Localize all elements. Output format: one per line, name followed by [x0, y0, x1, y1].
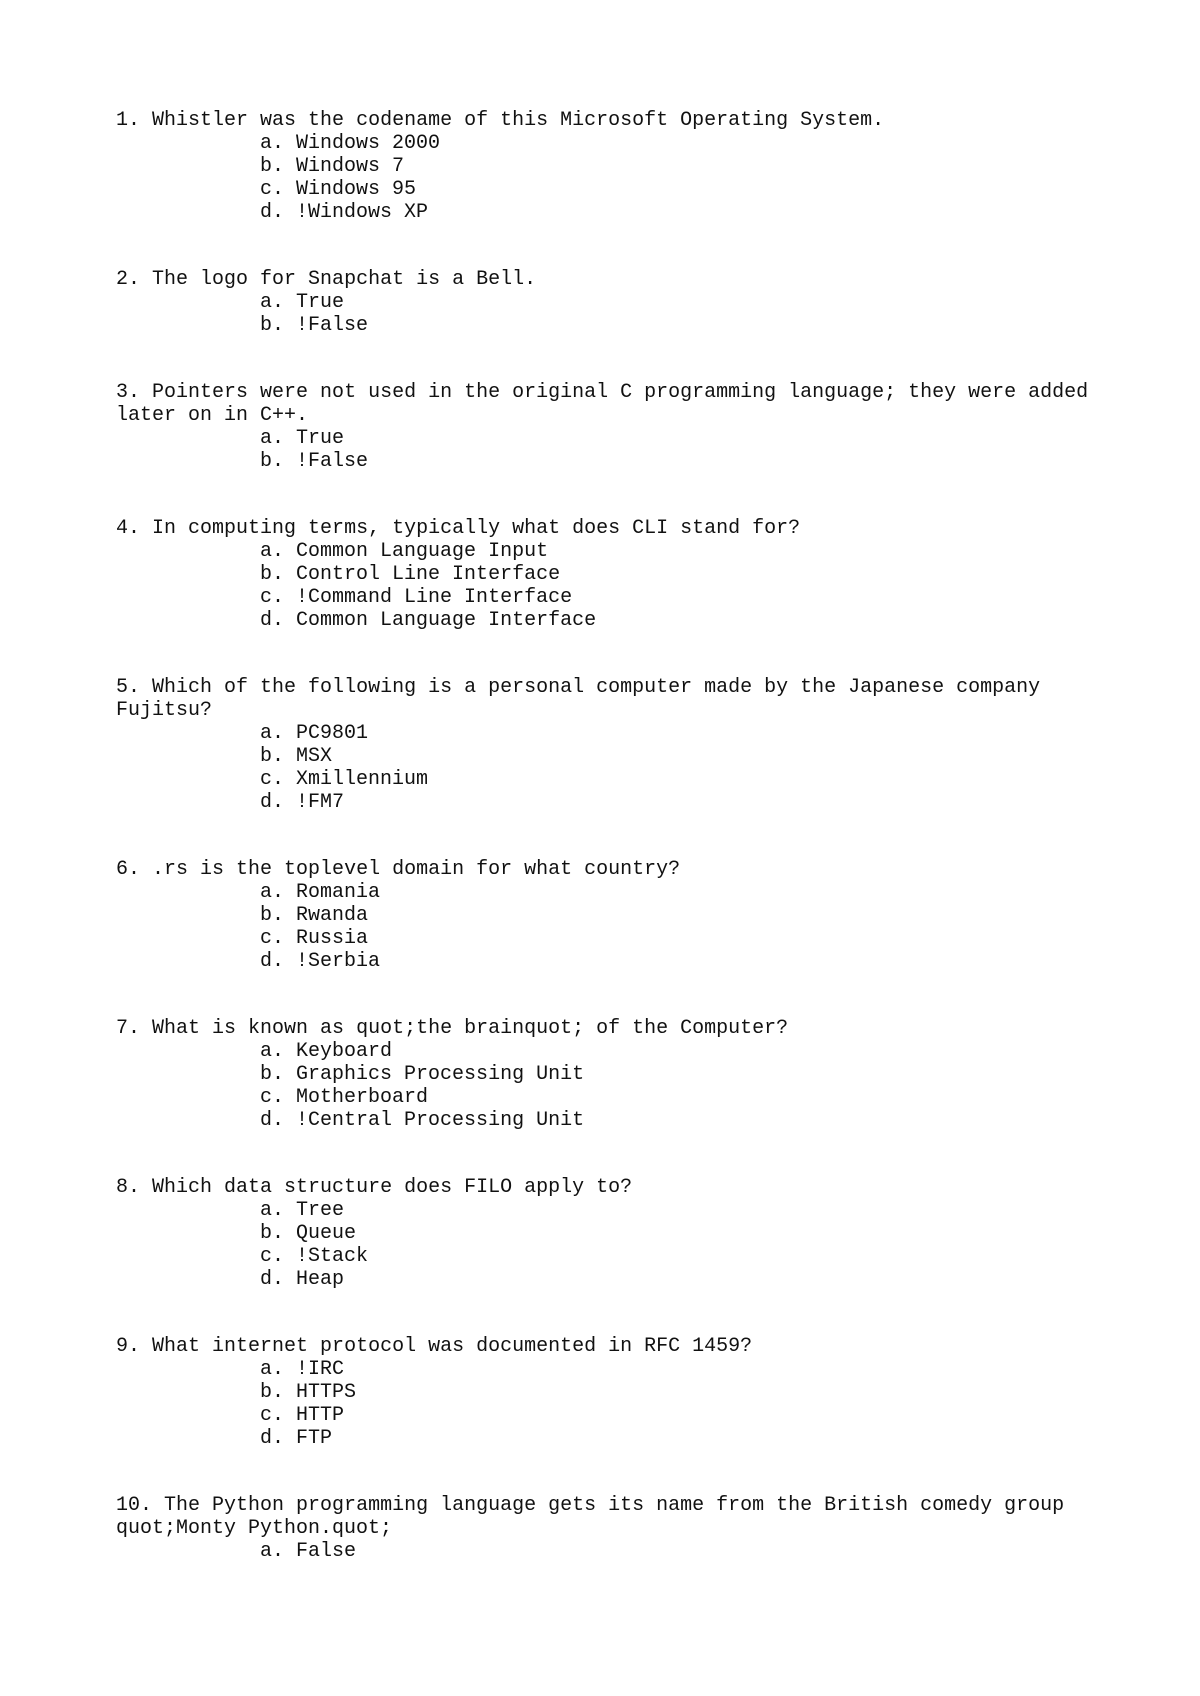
option-letter: a. [260, 1358, 285, 1381]
question-body: What is known as quot;the brainquot; of the Computer? [152, 1017, 789, 1040]
option-letter: d. [260, 609, 285, 632]
question-body: The Python programming language gets its name from the British comedy group quot;Monty Python.quot; [116, 1494, 1077, 1540]
answer-option [260, 178, 1200, 201]
answer-options [116, 1540, 1200, 1563]
question-3 [116, 381, 1200, 473]
option-text: Keyboard [296, 1040, 393, 1063]
question-body: What internet protocol was documented in RFC 1459? [152, 1335, 753, 1358]
option-text: Graphics Processing Unit [296, 1063, 585, 1086]
answer-option [260, 314, 1200, 337]
option-letter: b. [260, 1381, 285, 1404]
question-text [116, 1176, 1106, 1199]
answer-option [260, 1381, 1200, 1404]
answer-option [260, 563, 1200, 586]
option-letter: d. [260, 1427, 285, 1450]
option-letter: a. [260, 1199, 285, 1222]
option-text: Windows 2000 [296, 132, 441, 155]
option-text: !IRC [296, 1358, 345, 1381]
answer-option [260, 1540, 1200, 1563]
answer-option [260, 586, 1200, 609]
option-text: FTP [296, 1427, 333, 1450]
answer-option [260, 745, 1200, 768]
question-4 [116, 517, 1200, 632]
answer-option [260, 1358, 1200, 1381]
question-number: 9. [116, 1335, 141, 1358]
answer-options [116, 291, 1200, 337]
option-text: !Central Processing Unit [296, 1109, 585, 1132]
answer-option [260, 768, 1200, 791]
option-text: !FM7 [296, 791, 345, 814]
option-letter: d. [260, 1268, 285, 1291]
option-text: True [296, 427, 345, 450]
question-body: Whistler was the codename of this Microsoft Operating System. [152, 109, 885, 132]
option-text: Windows 7 [296, 155, 405, 178]
question-text [116, 1335, 1106, 1358]
question-number: 3. [116, 381, 141, 404]
option-text: Romania [296, 881, 381, 904]
option-text: Russia [296, 927, 369, 950]
question-body: Which of the following is a personal computer made by the Japanese company Fujitsu? [116, 676, 1053, 722]
answer-option [260, 791, 1200, 814]
option-text: False [296, 1540, 357, 1563]
answer-options [116, 427, 1200, 473]
option-letter: d. [260, 1109, 285, 1132]
answer-option [260, 904, 1200, 927]
question-number: 5. [116, 676, 141, 699]
answer-option [260, 1040, 1200, 1063]
option-letter: a. [260, 1540, 285, 1563]
option-text: HTTP [296, 1404, 345, 1427]
question-body: In computing terms, typically what does CLI stand for? [152, 517, 801, 540]
answer-option [260, 609, 1200, 632]
option-letter: c. [260, 178, 285, 201]
option-letter: a. [260, 132, 285, 155]
answer-options [116, 1199, 1200, 1291]
option-letter: a. [260, 427, 285, 450]
answer-option [260, 132, 1200, 155]
answer-option [260, 291, 1200, 314]
question-body: .rs is the toplevel domain for what country? [152, 858, 681, 881]
question-text [116, 676, 1106, 722]
option-text: PC9801 [296, 722, 369, 745]
option-letter: a. [260, 722, 285, 745]
option-text: !Stack [296, 1245, 369, 1268]
answer-option [260, 1063, 1200, 1086]
option-text: Queue [296, 1222, 357, 1245]
answer-option [260, 1427, 1200, 1450]
question-5 [116, 676, 1200, 814]
answer-option [260, 950, 1200, 973]
option-text: MSX [296, 745, 333, 768]
option-text: Tree [296, 1199, 345, 1222]
option-letter: c. [260, 927, 285, 950]
answer-option [260, 1268, 1200, 1291]
question-number: 1. [116, 109, 141, 132]
answer-options [116, 132, 1200, 224]
option-letter: c. [260, 768, 285, 791]
question-2 [116, 268, 1200, 337]
question-8 [116, 1176, 1200, 1291]
answer-option [260, 927, 1200, 950]
option-letter: d. [260, 791, 285, 814]
question-number: 7. [116, 1017, 141, 1040]
option-letter: d. [260, 201, 285, 224]
option-text: !Windows XP [296, 201, 429, 224]
option-text: Xmillennium [296, 768, 429, 791]
question-number: 6. [116, 858, 141, 881]
option-letter: b. [260, 450, 285, 473]
option-letter: a. [260, 881, 285, 904]
answer-option [260, 540, 1200, 563]
answer-options [116, 540, 1200, 632]
question-6 [116, 858, 1200, 973]
option-letter: c. [260, 586, 285, 609]
option-text: Windows 95 [296, 178, 417, 201]
option-letter: a. [260, 540, 285, 563]
answer-options [116, 722, 1200, 814]
option-text: Rwanda [296, 904, 369, 927]
option-letter: b. [260, 1063, 285, 1086]
option-letter: c. [260, 1404, 285, 1427]
option-letter: b. [260, 1222, 285, 1245]
question-body: The logo for Snapchat is a Bell. [152, 268, 537, 291]
question-number: 10. [116, 1494, 153, 1517]
option-text: Common Language Input [296, 540, 549, 563]
question-number: 4. [116, 517, 141, 540]
answer-option [260, 427, 1200, 450]
option-letter: c. [260, 1245, 285, 1268]
option-letter: c. [260, 1086, 285, 1109]
answer-option [260, 155, 1200, 178]
question-body: Which data structure does FILO apply to? [152, 1176, 633, 1199]
question-number: 8. [116, 1176, 141, 1199]
answer-option [260, 722, 1200, 745]
answer-option [260, 201, 1200, 224]
option-text: Control Line Interface [296, 563, 561, 586]
option-letter: b. [260, 314, 285, 337]
answer-options [116, 1040, 1200, 1132]
question-1 [116, 109, 1200, 224]
question-text [116, 381, 1106, 427]
answer-option [260, 450, 1200, 473]
question-text [116, 1017, 1106, 1040]
answer-options [116, 881, 1200, 973]
question-10 [116, 1494, 1200, 1563]
option-text: HTTPS [296, 1381, 357, 1404]
question-body: Pointers were not used in the original C programming language; they were added later on in C++. [116, 381, 1101, 427]
option-letter: b. [260, 563, 285, 586]
option-text: !Command Line Interface [296, 586, 573, 609]
option-text: Motherboard [296, 1086, 429, 1109]
option-text: !False [296, 314, 369, 337]
option-letter: a. [260, 291, 285, 314]
option-letter: a. [260, 1040, 285, 1063]
answer-option [260, 1086, 1200, 1109]
answer-option [260, 1109, 1200, 1132]
option-letter: b. [260, 155, 285, 178]
answer-option [260, 881, 1200, 904]
question-7 [116, 1017, 1200, 1132]
option-letter: d. [260, 950, 285, 973]
question-text [116, 1494, 1106, 1540]
answer-option [260, 1199, 1200, 1222]
option-text: !False [296, 450, 369, 473]
option-text: True [296, 291, 345, 314]
option-text: !Serbia [296, 950, 381, 973]
question-text [116, 517, 1106, 540]
question-text [116, 268, 1106, 291]
question-9 [116, 1335, 1200, 1450]
answer-option [260, 1222, 1200, 1245]
option-letter: b. [260, 745, 285, 768]
option-letter: b. [260, 904, 285, 927]
answer-options [116, 1358, 1200, 1450]
question-text [116, 109, 1106, 132]
answer-option [260, 1245, 1200, 1268]
question-number: 2. [116, 268, 141, 291]
option-text: Common Language Interface [296, 609, 597, 632]
option-text: Heap [296, 1268, 345, 1291]
answer-option [260, 1404, 1200, 1427]
question-text [116, 858, 1106, 881]
